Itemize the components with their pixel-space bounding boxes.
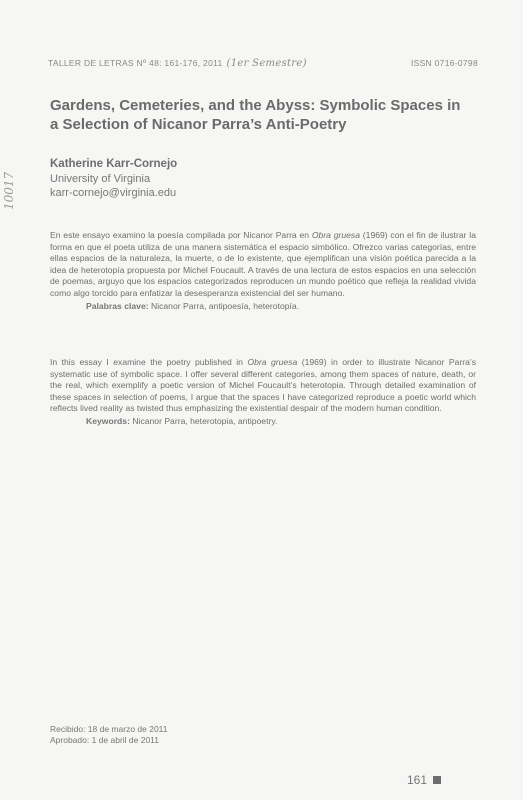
article-title: Gardens, Cemeteries, and the Abyss: Symbolic Spaces in a Selection of Nicanor Parra’s Anti-Poetry (50, 97, 461, 133)
abstract-es-book-title: Obra gruesa (311, 230, 361, 240)
keywords-es-values: Nicanor Parra, antipoesía, heterotopía. (150, 300, 300, 311)
issn-number: ISSN 0716-0798 (410, 58, 478, 68)
abstract-es-part2: (1969) con el fin de ilustrar la forma en que el poeta utiliza de una manera sistemática el espacio simbólico. Ofrezco varias categorías, entre ellas espacios de la naturaleza, la muerte, o de lo existente, que ejemplifican una visión poética parecida a la idea de heterotopía propuesta por Michel Foucault. A través de una lectura de estos espacios en una selección de poemas, arguyo que los espacios categorizados reproducen un mundo poético que refleja la realidad vivida como algo torcido para enfatizar la desesperanza existencial del ser humano. (50, 230, 476, 298)
keywords-english (50, 416, 476, 428)
keywords-en-values: Nicanor Parra, heterotopia, antipoetry. (132, 415, 278, 426)
page-number-text: 161 (407, 773, 428, 787)
abstract-spanish-text (50, 230, 476, 300)
abstract-english (50, 357, 476, 428)
author-name: Katherine Karr-Cornejo (50, 158, 178, 170)
author-block (50, 157, 350, 200)
keywords-es-label: Palabras clave: (86, 300, 149, 311)
journal-citation (48, 58, 307, 69)
abstract-english-text (50, 357, 476, 415)
author-email: karr-cornejo@virginia.edu (50, 187, 177, 199)
margin-handwritten-note: 10017 (2, 171, 16, 210)
abstract-en-part1: In this essay I examine the poetry published in (50, 357, 248, 367)
journal-citation-text: TALLER DE LETRAS Nº 48: 161-176, 2011 (48, 58, 223, 68)
abstract-es-part1: En este ensayo examino la poesía compilada por Nicanor Parra en (50, 230, 312, 240)
submission-dates (50, 724, 168, 746)
handwritten-note: (1er Semestre) (226, 58, 307, 69)
abstract-en-book-title: Obra gruesa (247, 357, 298, 367)
page-number (407, 773, 441, 787)
approved-date: Aprobado: 1 de abril de 2011 (50, 735, 160, 745)
abstract-spanish (50, 230, 476, 312)
received-date: Recibido: 18 de marzo de 2011 (50, 724, 168, 734)
keywords-spanish (50, 301, 476, 313)
keywords-en-label: Keywords: (86, 415, 130, 426)
abstract-en-part2: (1969) in order to illustrate Nicanor Parra’s systematic use of symbolic space. I offer several different categories, among them spaces of nature, death, or the real, which exemplify a poetic version of Michel Foucault’s heterotopia. Through detailed examination of these spaces in selection of poems, I argue that the spaces I have categorized reproduce a poetic world which reflects lived reality as twisted thus emphasizing the existential despair of the modern human condition. (50, 357, 476, 414)
page-marker-square-icon (433, 776, 441, 784)
running-header (48, 58, 478, 72)
author-affiliation: University of Virginia (50, 173, 151, 185)
